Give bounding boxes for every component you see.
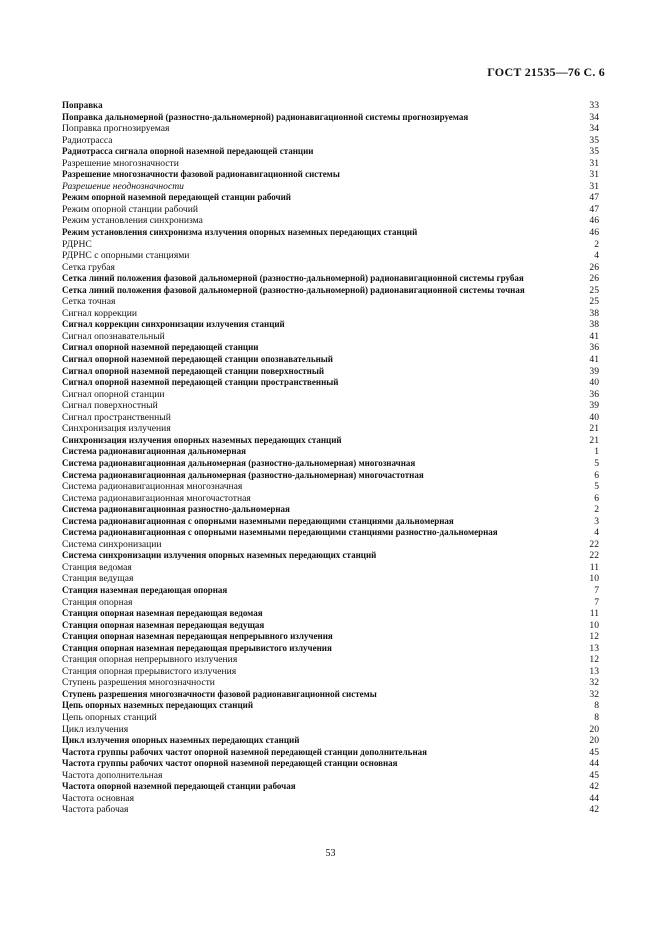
index-page-number: 46 — [589, 215, 599, 227]
index-page-number: 3 — [594, 515, 599, 527]
page-header: ГОСТ 21535—76 С. 6 — [487, 65, 605, 79]
index-page-number: 21 — [589, 423, 599, 435]
index-entry — [62, 227, 599, 239]
index-term: Станция опорная наземная передающая ведущая — [62, 619, 265, 630]
index-page-number: 6 — [594, 492, 599, 504]
index-term: Станция наземная передающая опорная — [62, 584, 228, 595]
index-term: Сетка грубая — [62, 261, 115, 273]
index-term: Сигнал опознавательный — [62, 330, 165, 342]
index-entry — [62, 573, 599, 585]
index-term: Разрешение многозначности — [62, 157, 179, 169]
index-term: Режим опорной наземной передающей станции рабочий — [62, 192, 291, 203]
index-term: Сигнал опорной станции — [62, 388, 165, 400]
index-page-number: 4 — [594, 250, 599, 262]
index-page-number: 31 — [589, 157, 599, 169]
index-page-number: 11 — [589, 608, 599, 620]
index-term: Система радионавигационная дальномерная (разностно-дальномерная) многочастотная — [62, 469, 424, 480]
index-term: Станция опорная наземная передающая непрерывного излучения — [62, 631, 333, 642]
index-term: Сигнал опорной наземной передающей станции пространственный — [62, 377, 339, 388]
index-page-number: 46 — [589, 227, 599, 239]
index-entry — [62, 412, 599, 424]
index-term: Поправка дальномерной (разностно-дальномерной) радионавигационной системы прогнозируемая — [62, 111, 469, 122]
index-term: Система радионавигационная дальномерная (разностно-дальномерная) многозначная — [62, 457, 416, 468]
index-term: Разрешение многозначности фазовой радионавигационной системы — [62, 169, 340, 180]
index-entry — [62, 250, 599, 262]
index-page-number: 25 — [589, 284, 599, 296]
index-entry — [62, 481, 599, 493]
index-term: Система радионавигационная разностно-дальномерная — [62, 504, 290, 515]
index-entry — [62, 550, 599, 562]
index-term: Радиотрасса — [62, 134, 113, 146]
index-term: Ступень разрешения многозначности фазовой радионавигационной системы — [62, 688, 377, 699]
index-term: Сигнал поверхностный — [62, 400, 158, 412]
index-entry — [62, 169, 599, 181]
index-page-number: 42 — [589, 804, 599, 816]
index-entry — [62, 804, 599, 816]
index-term: Режим установления синхронизма — [62, 215, 203, 227]
index-term: Сетка линий положения фазовой дальномерной (разностно-дальномерной) радионавигационной системы грубая — [62, 273, 524, 284]
index-term: Частота основная — [62, 792, 135, 804]
index-page-number: 45 — [589, 769, 599, 781]
index-page-number: 32 — [589, 688, 599, 700]
index-term: Система синхронизации — [62, 538, 162, 550]
index-entry — [62, 631, 599, 643]
index-page-number: 39 — [589, 400, 599, 412]
index-page-number: 38 — [589, 319, 599, 331]
index-term: Поправка — [62, 100, 103, 110]
index-term: Режим установления синхронизма излучения опорных наземных передающих станций — [62, 227, 418, 238]
index-entry — [62, 296, 599, 308]
index-term: Частота группы рабочих частот опорной наземной передающей станции дополнительная — [62, 746, 427, 757]
index-entry — [62, 181, 599, 193]
index-term: Разрешение неоднозначности — [62, 180, 184, 192]
index-term: Станция опорная непрерывного излучения — [62, 654, 238, 666]
index-entry — [62, 516, 599, 528]
index-entry — [62, 770, 599, 782]
index-page-number: 12 — [589, 654, 599, 666]
index-entry — [62, 608, 599, 620]
index-term: Сигнал опорной наземной передающей станции — [62, 342, 259, 353]
index-entry — [62, 712, 599, 724]
index-entry — [62, 215, 599, 227]
index-entry — [62, 470, 599, 482]
index-entry — [62, 793, 599, 805]
index-page-number: 13 — [589, 642, 599, 654]
index-page-number: 25 — [589, 296, 599, 308]
index-page-number: 1 — [594, 446, 599, 458]
index-page-number: 41 — [589, 354, 599, 366]
index-entry — [62, 458, 599, 470]
index-entry — [62, 724, 599, 736]
index-term: Поправка прогнозируемая — [62, 123, 170, 135]
index-entry — [62, 146, 599, 158]
index-page-number: 5 — [594, 457, 599, 469]
index-term: Сигнал коррекции синхронизации излучения станций — [62, 319, 285, 330]
index-entry — [62, 700, 599, 712]
index-page-number: 7 — [594, 584, 599, 596]
index-term: Система радионавигационная с опорными наземными передающими станциями дальномерная — [62, 515, 454, 526]
index-entry — [62, 273, 599, 285]
index-page-number: 31 — [589, 169, 599, 181]
index-entry — [62, 654, 599, 666]
index-entry — [62, 158, 599, 170]
index-entry — [62, 342, 599, 354]
index-entry — [62, 689, 599, 701]
index-page-number: 45 — [589, 746, 599, 758]
index-term: Система радионавигационная многочастотная — [62, 492, 251, 504]
term-index — [62, 100, 599, 816]
index-entry — [62, 666, 599, 678]
index-page-number: 31 — [589, 180, 599, 192]
index-entry — [62, 643, 599, 655]
index-page-number: 21 — [589, 434, 599, 446]
index-term: РДРНС с опорными станциями — [62, 250, 190, 262]
index-entry — [62, 331, 599, 343]
index-term: Станция ведомая — [62, 561, 132, 573]
index-term: Синхронизация излучения опорных наземных передающих станций — [62, 434, 342, 445]
index-term: Сетка линий положения фазовой дальномерной (разностно-дальномерной) радионавигационной системы точная — [62, 284, 525, 295]
index-page-number: 42 — [589, 781, 599, 793]
index-page-number: 34 — [589, 123, 599, 135]
index-entry — [62, 435, 599, 447]
index-page-number: 40 — [589, 411, 599, 423]
index-page-number: 44 — [589, 792, 599, 804]
index-page-number: 47 — [589, 192, 599, 204]
index-page-number: 36 — [589, 388, 599, 400]
index-entry — [62, 192, 599, 204]
index-page-number: 10 — [589, 619, 599, 631]
index-term: Система радионавигационная многозначная — [62, 481, 243, 493]
index-term: Цикл излучения — [62, 723, 129, 735]
index-entry — [62, 677, 599, 689]
index-page-number: 34 — [589, 111, 599, 123]
index-entry — [62, 423, 599, 435]
index-term: Радиотрасса сигнала опорной наземной передающей станции — [62, 146, 314, 157]
index-entry — [62, 100, 599, 112]
index-page-number: 44 — [589, 758, 599, 770]
index-page-number: 35 — [589, 146, 599, 158]
index-page-number: 12 — [589, 631, 599, 643]
index-page-number: 35 — [589, 134, 599, 146]
index-entry — [62, 123, 599, 135]
page-number: 53 — [325, 848, 336, 859]
index-entry — [62, 377, 599, 389]
index-page-number: 13 — [589, 665, 599, 677]
index-entry — [62, 285, 599, 297]
index-entry — [62, 204, 599, 216]
index-term: Станция ведущая — [62, 573, 134, 585]
index-term: Цепь опорных станций — [62, 711, 157, 723]
index-page-number: 40 — [589, 377, 599, 389]
index-entry — [62, 239, 599, 251]
index-term: Станция опорная наземная передающая ведомая — [62, 608, 263, 619]
index-page-number: 6 — [594, 469, 599, 481]
index-term: Цикл излучения опорных наземных передающих станций — [62, 735, 300, 746]
index-term: Частота опорной наземной передающей станции рабочая — [62, 781, 296, 792]
index-term: Ступень разрешения многозначности — [62, 677, 215, 689]
index-page-number: 22 — [589, 538, 599, 550]
index-entry — [62, 747, 599, 759]
index-page-number: 5 — [594, 481, 599, 493]
index-page-number: 41 — [589, 330, 599, 342]
index-page-number: 11 — [589, 561, 599, 573]
index-entry — [62, 527, 599, 539]
index-page-number: 7 — [594, 596, 599, 608]
index-entry — [62, 781, 599, 793]
index-page-number: 39 — [589, 365, 599, 377]
index-term: Частота рабочая — [62, 804, 129, 816]
index-term: Сетка точная — [62, 296, 116, 308]
index-term: Станция опорная — [62, 596, 133, 608]
index-entry — [62, 135, 599, 147]
index-entry — [62, 446, 599, 458]
index-term: Режим опорной станции рабочий — [62, 203, 199, 215]
index-entry — [62, 308, 599, 320]
index-entry — [62, 620, 599, 632]
index-entry — [62, 493, 599, 505]
index-entry — [62, 112, 599, 124]
index-page-number: 47 — [589, 203, 599, 215]
index-term: Система синхронизации излучения опорных наземных передающих станций — [62, 550, 377, 561]
index-term: Система радионавигационная с опорными наземными передающими станциями разностно-дальномерная — [62, 527, 498, 538]
index-page-number: 20 — [589, 723, 599, 735]
index-entry — [62, 319, 599, 331]
index-term: Сигнал коррекции — [62, 307, 138, 319]
index-entry — [62, 389, 599, 401]
index-page-number: 4 — [594, 527, 599, 539]
index-term: Сигнал пространственный — [62, 411, 171, 423]
index-term: РДРНС — [62, 238, 92, 250]
index-entry — [62, 562, 599, 574]
index-entry — [62, 366, 599, 378]
index-entry — [62, 504, 599, 516]
index-page-number: 2 — [594, 504, 599, 516]
index-page-number: 8 — [594, 711, 599, 723]
index-entry — [62, 758, 599, 770]
index-term: Сигнал опорной наземной передающей станции поверхностный — [62, 365, 325, 376]
index-entry — [62, 539, 599, 551]
index-term: Станция опорная наземная передающая прерывистого излучения — [62, 642, 332, 653]
index-entry — [62, 262, 599, 274]
index-term: Система радионавигационная дальномерная — [62, 446, 246, 457]
index-page-number: 10 — [589, 573, 599, 585]
index-page-number: 32 — [589, 677, 599, 689]
index-term: Частота дополнительная — [62, 769, 163, 781]
index-entry — [62, 735, 599, 747]
index-entry — [62, 400, 599, 412]
index-page-number: 36 — [589, 342, 599, 354]
index-entry — [62, 585, 599, 597]
index-page-number: 26 — [589, 261, 599, 273]
index-entry — [62, 597, 599, 609]
index-page-number: 26 — [589, 273, 599, 285]
index-page-number: 38 — [589, 307, 599, 319]
index-term: Цепь опорных наземных передающих станций — [62, 700, 254, 711]
index-term: Сигнал опорной наземной передающей станции опознавательный — [62, 354, 333, 365]
index-entry — [62, 354, 599, 366]
index-page-number: 20 — [589, 735, 599, 747]
index-term: Синхронизация излучения — [62, 423, 171, 435]
index-page-number: 22 — [589, 550, 599, 562]
index-term: Станция опорная прерывистого излучения — [62, 665, 237, 677]
index-page-number: 2 — [594, 238, 599, 250]
index-page-number: 8 — [594, 700, 599, 712]
index-term: Частота группы рабочих частот опорной наземной передающей станции основная — [62, 758, 398, 769]
index-page-number: 33 — [589, 100, 599, 111]
